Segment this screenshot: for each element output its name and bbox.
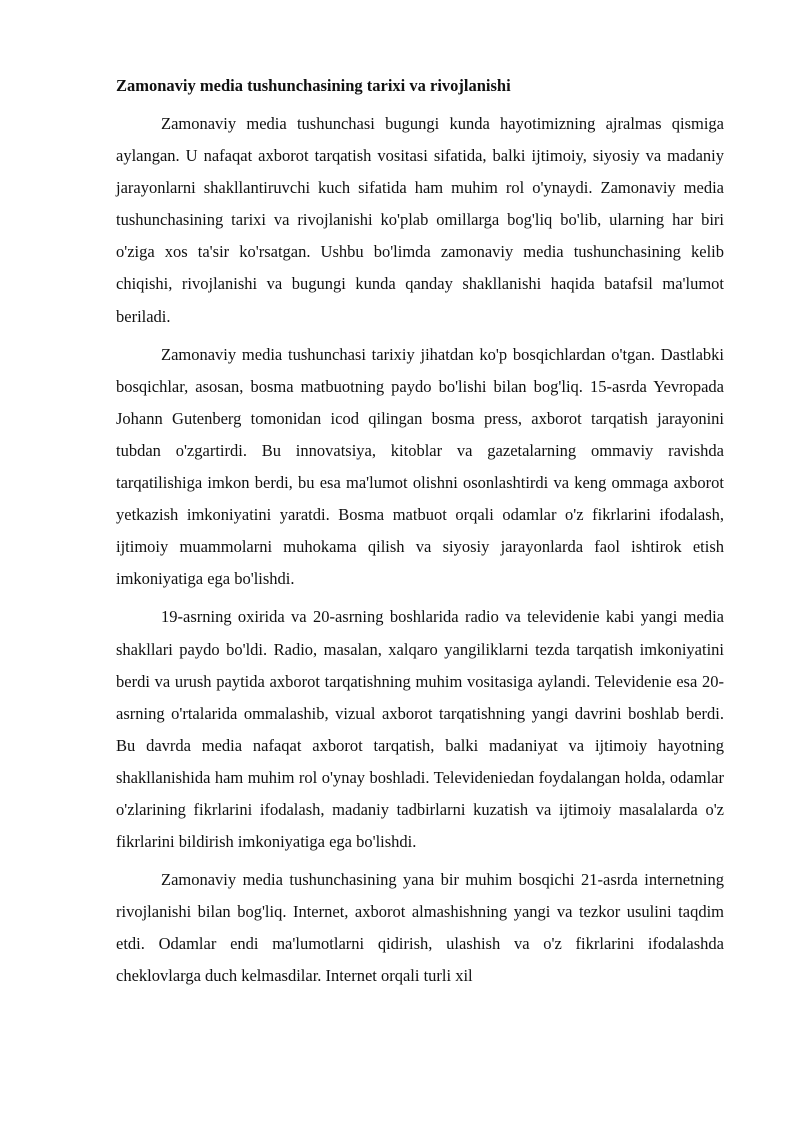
section-title: Zamonaviy media tushunchasining tarixi va rivojlanishi [116, 76, 511, 95]
paragraph-3: 19-asrning oxirida va 20-asrning boshlarida radio va televidenie kabi yangi media shakllari paydo bo'ldi. Radio, masalan, xalqaro yangiliklarni tezda tarqatish imkoniyatini berdi va urush paytida axborot tarqatishning muhim vositasiga aylandi. Televidenie esa 20-asrning o'rtalarida ommalashib, vizual axborot tarqatishning yangi davrini boshlab berdi. Bu davrda media nafaqat axborot tarqatish, balki madaniyat va ijtimoiy hayotning shakllanishida ham muhim rol o'ynay boshladi. Televideniedan foydalangan holda, odamlar o'zlarining fikrlarini ifodalash, madaniy tadbirlarni kuzatish va ijtimoiy masalalarda o'z fikrlarini bildirish imkoniyatiga ega bo'lishdi. [116, 607, 724, 852]
paragraph-1: Zamonaviy media tushunchasi bugungi kunda hayotimizning ajralmas qismiga aylangan. U nafaqat axborot tarqatish vositasi sifatida, balki ijtimoiy, siyosiy va madaniy jarayonlarni shakllantiruvchi kuch sifatida ham muhim rol o'ynaydi. Zamonaviy media tushunchasining tarixi va rivojlanishi ko'plab omillarga bog'liq bo'lib, ularning har biri o'ziga xos ta'sir ko'rsatgan. Ushbu bo'limda zamonaviy media tushunchasining kelib chiqishi, rivojlanishi va bugungi kunda qanday shakllanishi haqida batafsil ma'lumot beriladi. [116, 114, 724, 326]
paragraph-4: Zamonaviy media tushunchasining yana bir muhim bosqichi 21-asrda internetning rivojlanishi bilan bog'liq. Internet, axborot almashishning yangi va tezkor usulini taqdim etdi. Odamlar endi ma'lumotlarni qidirish, ulashish va o'z fikrlarini ifodalashda cheklovlarga duch kelmasdilar. Internet orqali turli xil [116, 870, 724, 986]
paragraph-2: Zamonaviy media tushunchasi tarixiy jihatdan ko'p bosqichlardan o'tgan. Dastlabki bosqichlar, asosan, bosma matbuotning paydo bo'lishi bilan bog'liq. 15-asrda Yevropada Johann Gutenberg tomonidan icod qilingan bosma press, axborot tarqatish jarayonini tubdan o'zgartirdi. Bu innovatsiya, kitoblar va gazetalarning ommaviy ravishda tarqatilishiga imkon berdi, bu esa ma'lumot olishni osonlashtirdi va keng ommaga axborot yetkazish imkoniyatini yaratdi. Bosma matbuot orqali odamlar o'z fikrlarini ifodalash, ijtimoiy muammolarni muhokama qilish va siyosiy jarayonlarda faol ishtirok etish imkoniyatiga ega bo'lishdi. [116, 344, 724, 589]
document-page [116, 74, 724, 999]
